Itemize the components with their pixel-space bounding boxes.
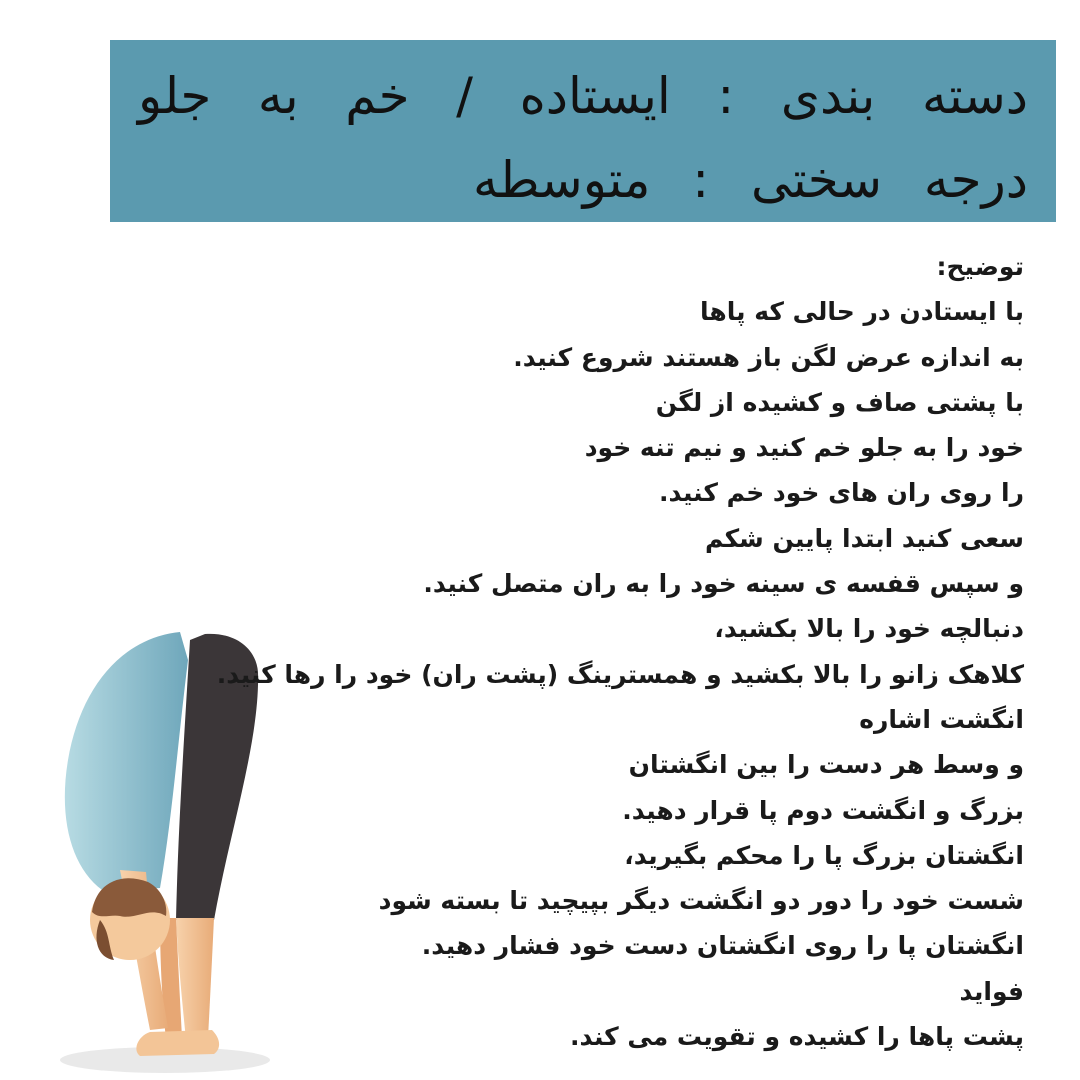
description-line: و وسط هر دست را بین انگشتان xyxy=(628,750,1024,780)
description-line: با ایستادن در حالی که پاها xyxy=(700,297,1024,327)
description-line: دنبالچه خود را بالا بکشید، xyxy=(714,614,1024,644)
description-line: به اندازه عرض لگن باز هستند شروع کنید. xyxy=(513,342,1024,372)
header-banner xyxy=(110,40,1056,222)
description-line: خود را به جلو خم کنید و نیم تنه خود xyxy=(584,433,1024,463)
description-line: کلاهک زانو را بالا بکشید و همسترینگ (پشت ران) خود را رها کنید. xyxy=(216,659,1024,689)
torso-shirt xyxy=(65,632,188,892)
description-line: انگشتان پا را روی انگشتان دست خود فشار دهید. xyxy=(421,931,1024,961)
category-line: دسته بندی : ایستاده / خم به جلو xyxy=(138,67,1028,125)
feet xyxy=(136,1030,219,1056)
description-line: را روی ران های خود خم کنید. xyxy=(659,478,1024,508)
description-line: شست خود را دور دو انگشت دیگر بپیچید تا بسته شود xyxy=(378,886,1024,916)
shins xyxy=(176,918,214,1040)
description-heading: توضیح: xyxy=(936,252,1024,281)
description-line: و سپس قفسه ی سینه خود را به ران متصل کنید. xyxy=(423,569,1024,599)
benefits-line: پشت پاها را کشیده و تقویت می کند. xyxy=(570,1022,1024,1052)
difficulty-line: درجه سختی : متوسطه xyxy=(472,151,1028,209)
description-line: انگشت اشاره xyxy=(859,704,1024,734)
description-line: انگشتان بزرگ پا را محکم بگیرید، xyxy=(624,840,1024,870)
description-line: با پشتی صاف و کشیده از لگن xyxy=(655,387,1024,417)
description-block xyxy=(216,244,1024,1059)
benefits-heading: فواید xyxy=(959,976,1024,1006)
description-line: سعی کنید ابتدا پایین شکم xyxy=(705,523,1024,553)
description-line: بزرگ و انگشت دوم پا قرار دهید. xyxy=(622,795,1024,825)
